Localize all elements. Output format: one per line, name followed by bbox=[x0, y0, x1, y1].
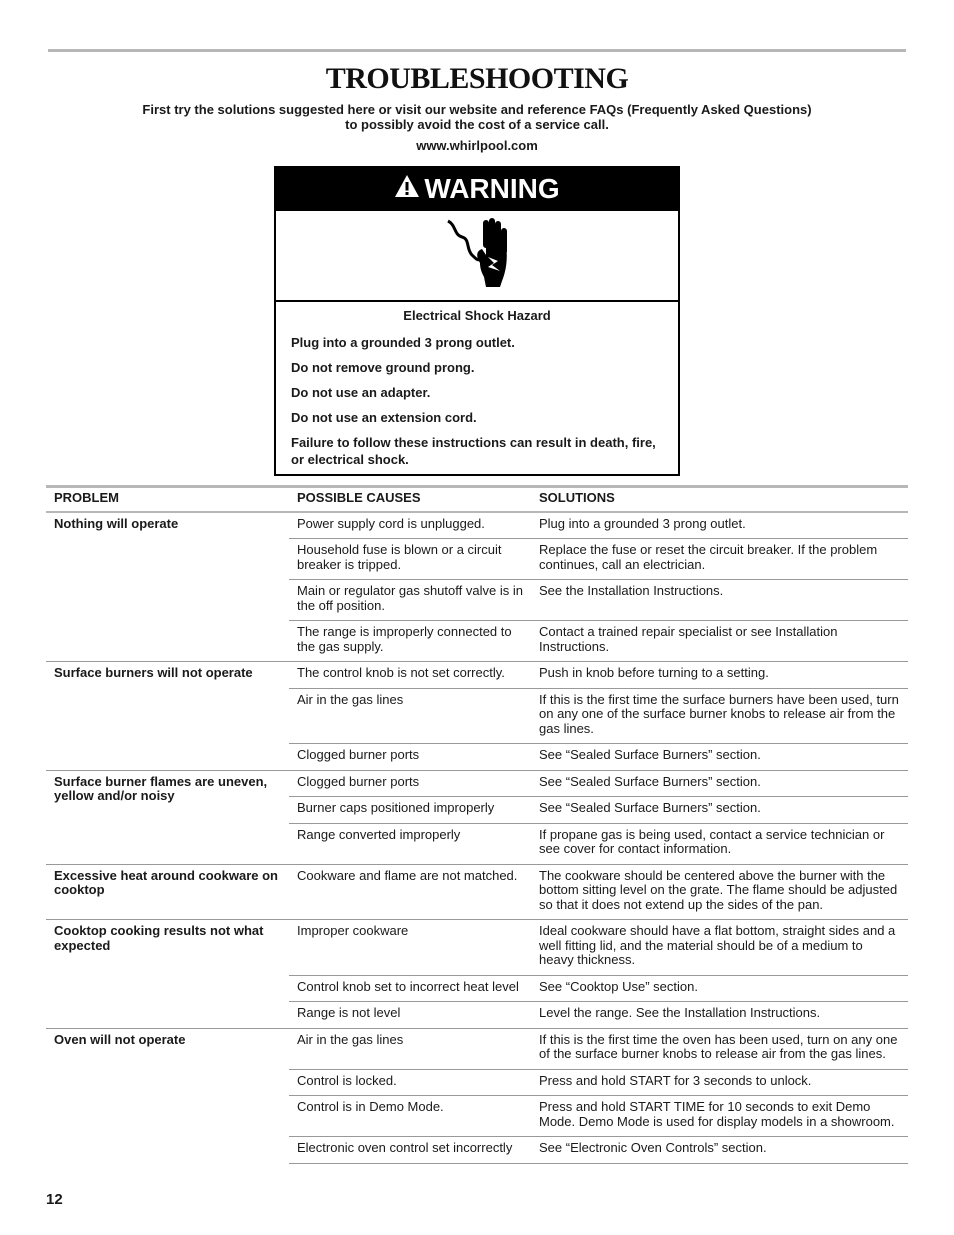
solution-cell: Level the range. See the Installation Instructions. bbox=[531, 1002, 908, 1029]
table-row bbox=[46, 864, 908, 920]
cause-cell: Power supply cord is unplugged. bbox=[289, 512, 531, 539]
warning-line: Do not remove ground prong. bbox=[291, 360, 475, 375]
solution-cell: Plug into a grounded 3 prong outlet. bbox=[531, 512, 908, 539]
cause-cell: Burner caps positioned improperly bbox=[289, 797, 531, 824]
solution-cell: If propane gas is being used, contact a service technician or see cover for contact information. bbox=[531, 823, 908, 864]
intro-line-2: to possibly avoid the cost of a service call. bbox=[345, 117, 609, 132]
solution-cell: See “Sealed Surface Burners” section. bbox=[531, 797, 908, 824]
cause-cell: The range is improperly connected to the gas supply. bbox=[289, 621, 531, 662]
table-header-row bbox=[46, 487, 908, 512]
solution-cell: See “Sealed Surface Burners” section. bbox=[531, 744, 908, 771]
cause-cell: Range converted improperly bbox=[289, 823, 531, 864]
warning-text bbox=[276, 302, 678, 468]
cause-cell: Air in the gas lines bbox=[289, 1028, 531, 1069]
warning-triangle-icon bbox=[394, 173, 420, 205]
problem-cell: Surface burner flames are uneven, yellow and/or noisy bbox=[46, 770, 289, 864]
table-row bbox=[46, 1028, 908, 1069]
troubleshooting-table bbox=[46, 485, 908, 1164]
solution-cell: Ideal cookware should have a flat bottom, straight sides and a well fitting lid, and the material should be of a medium to heavy thickness. bbox=[531, 920, 908, 976]
intro-line-1: First try the solutions suggested here or visit our website and reference FAQs (Frequently Asked Questions) bbox=[142, 102, 812, 117]
page-number: 12 bbox=[46, 1191, 63, 1208]
solution-cell: The cookware should be centered above the burner with the bottom sitting level on the grate. The flame should be adjusted so that it does not extend up the sides of the pan. bbox=[531, 864, 908, 920]
warning-box bbox=[274, 166, 680, 476]
solution-cell: If this is the first time the surface burners have been used, turn on any one of the surface burner knobs to release air from the gas lines. bbox=[531, 688, 908, 744]
table-row bbox=[46, 512, 908, 539]
problem-cell: Oven will not operate bbox=[46, 1028, 289, 1163]
header-solutions: SOLUTIONS bbox=[539, 490, 615, 505]
website-url: www.whirlpool.com bbox=[416, 138, 538, 153]
solution-cell: Contact a trained repair specialist or see Installation Instructions. bbox=[531, 621, 908, 662]
solution-cell: Press and hold START for 3 seconds to unlock. bbox=[531, 1069, 908, 1096]
cause-cell: Control is locked. bbox=[289, 1069, 531, 1096]
cause-cell: Cookware and flame are not matched. bbox=[289, 864, 531, 920]
warning-line: Do not use an adapter. bbox=[291, 385, 431, 400]
problem-cell: Excessive heat around cookware on cooktop bbox=[46, 864, 289, 920]
warning-label: WARNING bbox=[424, 172, 560, 204]
header-causes: POSSIBLE CAUSES bbox=[297, 490, 421, 505]
table-row bbox=[46, 770, 908, 797]
table-row bbox=[46, 662, 908, 689]
cause-cell: Main or regulator gas shutoff valve is in the off position. bbox=[289, 580, 531, 621]
solution-cell: Push in knob before turning to a setting. bbox=[531, 662, 908, 689]
solution-cell: Replace the fuse or reset the circuit breaker. If the problem continues, call an electrician. bbox=[531, 539, 908, 580]
electrical-shock-hand-icon bbox=[442, 215, 512, 296]
page-title: TROUBLESHOOTING bbox=[325, 62, 629, 95]
cause-cell: Household fuse is blown or a circuit breaker is tripped. bbox=[289, 539, 531, 580]
warning-line: Plug into a grounded 3 prong outlet. bbox=[291, 335, 515, 350]
cause-cell: Control knob set to incorrect heat level bbox=[289, 975, 531, 1002]
solution-cell: Press and hold START TIME for 10 seconds to exit Demo Mode. Demo Mode is used for display models in a showroom. bbox=[531, 1096, 908, 1137]
cause-cell: Air in the gas lines bbox=[289, 688, 531, 744]
cause-cell: Electronic oven control set incorrectly bbox=[289, 1137, 531, 1164]
problem-cell: Cooktop cooking results not what expected bbox=[46, 920, 289, 1029]
problem-cell: Nothing will operate bbox=[46, 512, 289, 662]
table-row bbox=[46, 920, 908, 976]
cause-cell: Clogged burner ports bbox=[289, 744, 531, 771]
cause-cell: Clogged burner ports bbox=[289, 770, 531, 797]
solution-cell: If this is the first time the oven has been used, turn on any one of the surface burner knobs to release air from the gas lines. bbox=[531, 1028, 908, 1069]
solution-cell: See the Installation Instructions. bbox=[531, 580, 908, 621]
solution-cell: See “Electronic Oven Controls” section. bbox=[531, 1137, 908, 1164]
warning-icon-area bbox=[276, 209, 678, 302]
problem-cell: Surface burners will not operate bbox=[46, 662, 289, 771]
cause-cell: Control is in Demo Mode. bbox=[289, 1096, 531, 1137]
header-problem: PROBLEM bbox=[54, 490, 119, 505]
warning-header bbox=[276, 168, 678, 209]
hazard-title: Electrical Shock Hazard bbox=[403, 308, 551, 323]
solution-cell: See “Sealed Surface Burners” section. bbox=[531, 770, 908, 797]
cause-cell: The control knob is not set correctly. bbox=[289, 662, 531, 689]
warning-line: Do not use an extension cord. bbox=[291, 410, 477, 425]
cause-cell: Range is not level bbox=[289, 1002, 531, 1029]
intro-text bbox=[0, 102, 954, 132]
solution-cell: See “Cooktop Use” section. bbox=[531, 975, 908, 1002]
cause-cell: Improper cookware bbox=[289, 920, 531, 976]
warning-line: Failure to follow these instructions can result in death, fire, or electrical shock. bbox=[291, 435, 656, 467]
top-rule bbox=[48, 49, 906, 52]
